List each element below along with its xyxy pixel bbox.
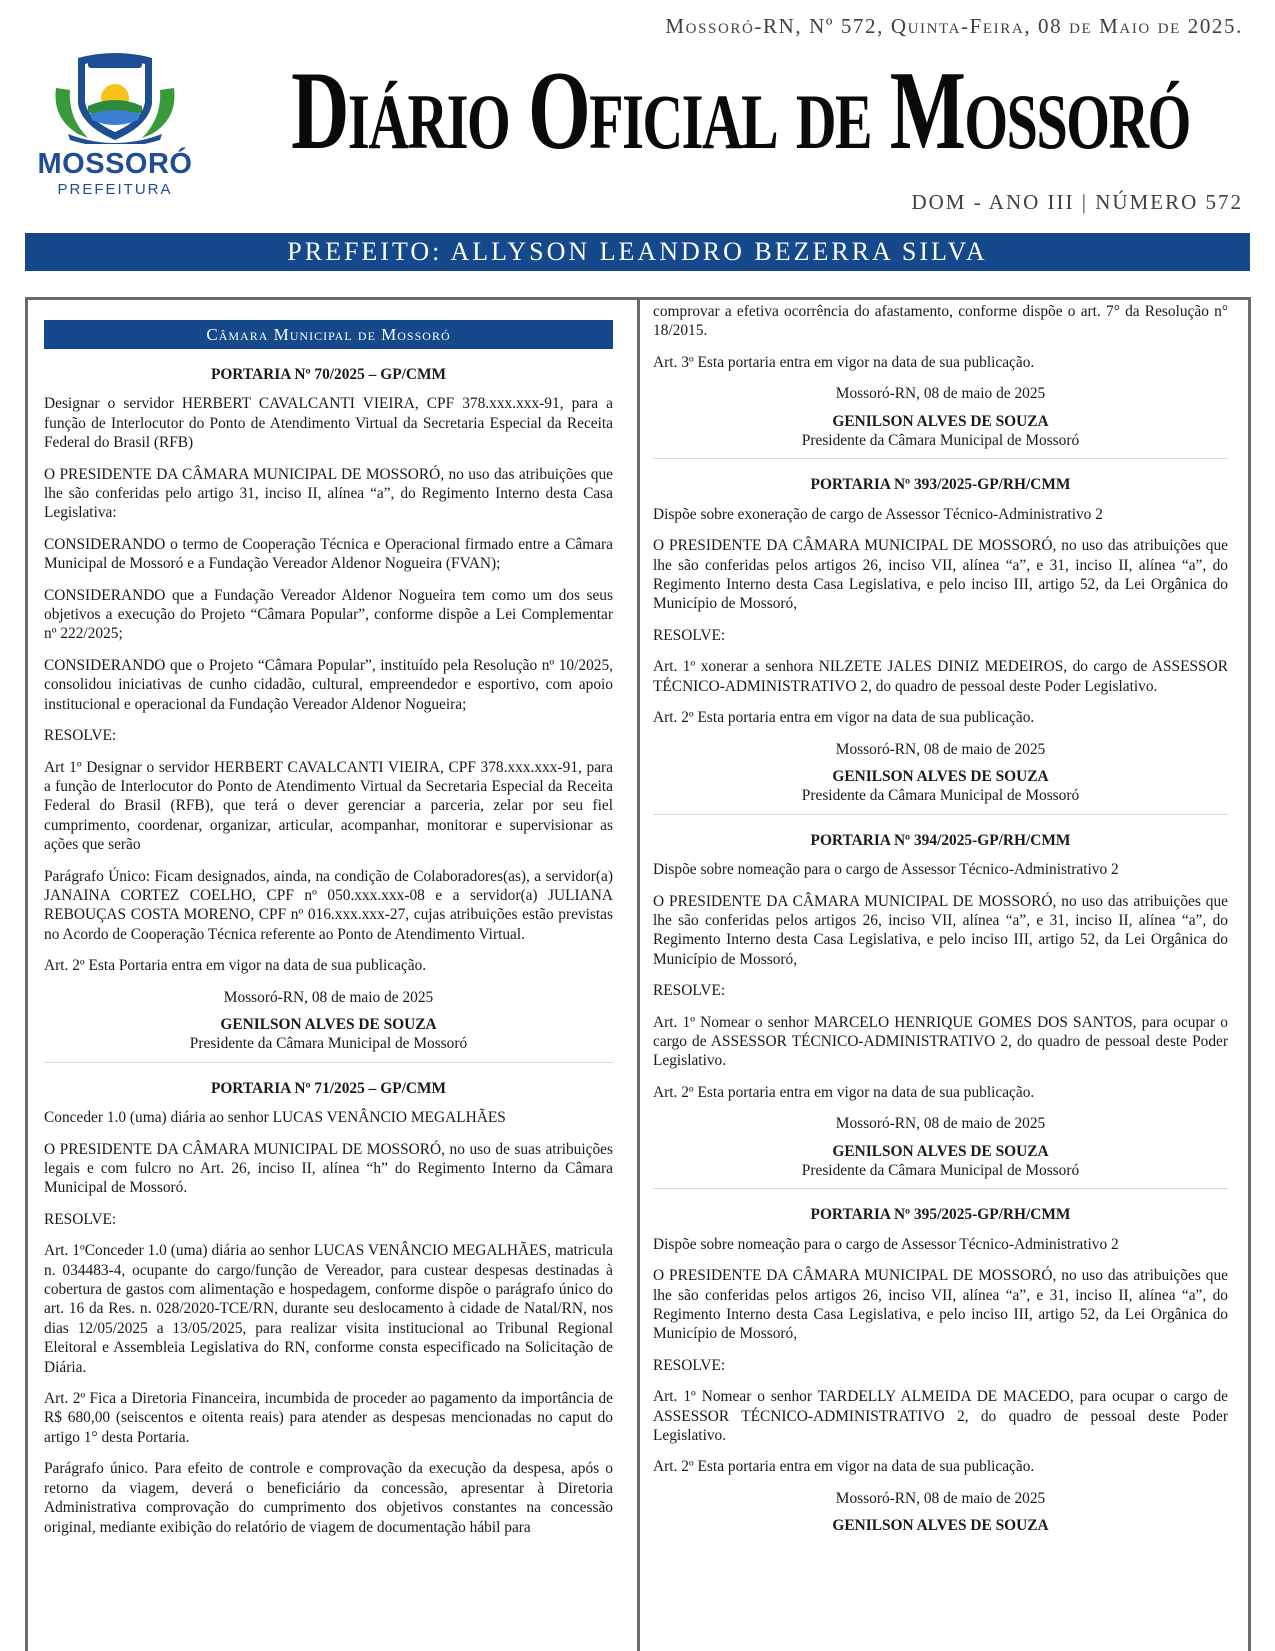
prefeito-banner: PREFEITO: ALLYSON LEANDRO BEZERRA SILVA [25, 233, 1250, 271]
edition-line: Mossoró-RN, Nº 572, Quinta-Feira, 08 de Maio de 2025. [665, 14, 1243, 38]
paragraph: Conceder 1.0 (uma) diária ao senhor LUCAS VENÂNCIO MEGALHÃES [44, 1109, 506, 1127]
divider [653, 1188, 1228, 1189]
paragraph: Art. 2º Esta portaria entra em vigor na data de sua publicação. [653, 1083, 1035, 1101]
logo-subtitle: PREFEITURA [57, 181, 173, 198]
signature-role: Presidente da Câmara Municipal de Mossoró [801, 787, 1080, 805]
paragraph: RESOLVE: [653, 982, 726, 1000]
paragraph: comprovar a efetiva ocorrência do afastamento, conforme dispõe o art. 7° da Resolução n° 18/2015. [653, 303, 1228, 340]
paragraph: O PRESIDENTE DA CÂMARA MUNICIPAL DE MOSSORÓ, no uso de suas atribuições legais e com fulcro no Art. 26, inciso II, alínea “h” do Regimento Interno da Câmara Municipal de Mossoró. [44, 1140, 613, 1197]
paragraph: RESOLVE: [653, 626, 726, 644]
paragraph: O PRESIDENTE DA CÂMARA MUNICIPAL DE MOSSORÓ, no uso das atribuições que lhe são conferidas pelos artigos 26, inciso VII, alínea “a”, e 31, inciso II, alínea “a”, do Regimento Interno desta Casa Legislativa, e pelo inciso III, artigo 52, da Lei Orgânica do Município de Mossoró, [653, 537, 1228, 613]
coat-of-arms-icon [48, 48, 182, 144]
date-line: Mossoró-RN, 08 de maio de 2025 [835, 1489, 1046, 1507]
divider [653, 814, 1228, 815]
section-header: Câmara Municipal de Mossoró [44, 320, 613, 349]
paragraph: Art. 1º Nomear o senhor MARCELO HENRIQUE GOMES DOS SANTOS, para ocupar o cargo de ASSESSOR TÉCNICO-ADMINISTRATIVO 2, do quadro de pessoal deste Poder Legislativo. [653, 1013, 1228, 1070]
signature-name: GENILSON ALVES DE SOUZA [832, 767, 1049, 785]
paragraph: Designar o servidor HERBERT CAVALCANTI VIEIRA, CPF 378.xxx.xxx-91, para a função de Interlocutor do Ponto de Atendimento Virtual da Secretaria Especial da Receita Federal do Brasil (RFB) [44, 395, 613, 452]
date-line: Mossoró-RN, 08 de maio de 2025 [835, 1115, 1046, 1133]
paragraph: Art. 2º Esta Portaria entra em vigor na data de sua publicação. [44, 957, 427, 975]
portaria-395 [653, 1205, 1228, 1535]
portaria-71 [44, 1079, 613, 1537]
signature-role: Presidente da Câmara Municipal de Mossoró [801, 432, 1080, 450]
paragraph: O PRESIDENTE DA CÂMARA MUNICIPAL DE MOSSORÓ, no uso das atribuições que lhe são conferidas pelos artigos 26, inciso VII, alínea “a”, e 31, inciso II, alínea “a”, do Regimento Interno desta Casa Legislativa, e pelo inciso III, artigo 52, da Lei Orgânica do Município de Mossoró, [653, 1267, 1228, 1343]
divider [653, 458, 1228, 459]
left-column [44, 300, 613, 1549]
paragraph: Art. 3º Esta portaria entra em vigor na data de sua publicação. [653, 353, 1035, 371]
logo-name: MOSSORÓ [37, 148, 193, 180]
portaria-title: PORTARIA Nº 395/2025-GP/RH/CMM [810, 1206, 1071, 1224]
column-divider [637, 300, 640, 1651]
paragraph: RESOLVE: [44, 727, 117, 745]
right-column [653, 300, 1228, 1536]
divider [44, 1062, 613, 1063]
paragraph: Dispõe sobre exoneração de cargo de Assessor Técnico-Administrativo 2 [653, 505, 1103, 523]
paragraph: CONSIDERANDO que o Projeto “Câmara Popular”, instituído pela Resolução nº 10/2025, consolidou iniciativas de cunho cidadão, cultural, empreendedor e esportivo, com apoio institucional e operacional da Fundação Vereador Aldenor Nogueira; [44, 656, 613, 713]
masthead-title: Diário Oficial de Mossoró [291, 49, 1190, 173]
paragraph: Parágrafo Único: Ficam designados, ainda, na condição de Colaboradores(as), a servidor(a) JANAINA CORTEZ COELHO, CPF nº 050.xxx.xxx-08 e a servidor(a) JULIANA REBOUÇAS COSTA MORENO, CPF nº 016.xxx.xxx-27, cujas atribuições estão previstas no Acordo de Cooperação Técnica referente ao Ponto de Atendimento Virtual. [44, 867, 613, 943]
portaria-393 [653, 475, 1228, 805]
portaria-title: PORTARIA Nº 71/2025 – GP/CMM [210, 1079, 447, 1097]
paragraph: Parágrafo único. Para efeito de controle e comprovação da execução da despesa, após o retorno da viagem, deverá o beneficiário da concessão, apresentar à Diretoria Administrativa comprovação do cumprimento dos objetivos constantes na concessão original, mediante exibição do relatório de viagem de documentação hábil para [44, 1460, 613, 1536]
paragraph: Dispõe sobre nomeação para o cargo de Assessor Técnico-Administrativo 2 [653, 861, 1119, 879]
dom-number-line: DOM - ANO III | NÚMERO 572 [911, 190, 1243, 214]
paragraph: CONSIDERANDO que a Fundação Vereador Aldenor Nogueira tem como um dos seus objetivos a execução do Projeto “Câmara Popular”, conforme dispõe a Lei Complementar nº 222/2025; [44, 586, 613, 643]
paragraph: CONSIDERANDO o termo de Cooperação Técnica e Operacional firmado entre a Câmara Municipal de Mossoró e a Fundação Vereador Aldenor Nogueira (FVAN); [44, 535, 613, 573]
paragraph: Art. 1ºConceder 1.0 (uma) diária ao senhor LUCAS VENÂNCIO MEGALHÃES, matricula n. 034483-4, ocupante do cargo/função de Vereador, para custear despesas destinadas à cobertura de gastos com alimentação e hospedagem, conforme dispõe o parágrafo único do art. 16 da Res. n. 028/2020-TCE/RN, durante seu deslocamento à cidade de Natal/RN, nos dias 12/05/2025 a 13/05/2025, para realizar visita institucional ao Tribunal Regional Eleitoral e Assembleia Legislativa do RN, conforme consta especificado na Solicitação de Diária. [44, 1242, 613, 1376]
portaria-title: PORTARIA Nº 393/2025-GP/RH/CMM [810, 476, 1071, 494]
paragraph: Art. 2º Fica a Diretoria Financeira, incumbida de proceder ao pagamento da importância de R$ 680,00 (seiscentos e oitenta reais) para atender as despesas mencionadas no caput do artigo 1° desta Portaria. [44, 1390, 613, 1446]
date-line: Mossoró-RN, 08 de maio de 2025 [223, 988, 434, 1006]
content-frame [25, 297, 1251, 1651]
portaria-title: PORTARIA Nº 70/2025 – GP/CMM [210, 366, 447, 383]
paragraph: Dispõe sobre nomeação para o cargo de Assessor Técnico-Administrativo 2 [653, 1235, 1119, 1253]
paragraph: RESOLVE: [653, 1356, 726, 1374]
paragraph: Art. 2º Esta portaria entra em vigor na data de sua publicação. [653, 709, 1035, 727]
portaria-70 [44, 365, 613, 1054]
portaria-title: PORTARIA Nº 394/2025-GP/RH/CMM [810, 831, 1071, 849]
paragraph: Art 1º Designar o servidor HERBERT CAVALCANTI VIEIRA, CPF 378.xxx.xxx-91, para a função de Interlocutor do Ponto de Atendimento Virtual da Secretaria Especial da Receita Federal do Brasil (RFB), que terá o dever gerenciar a parceria, zelar por seu fiel cumprimento, coordenar, organizar, articular, acompanhar, monitorar e supervisionar as ações que serão [44, 758, 613, 854]
signature-name: GENILSON ALVES DE SOUZA [832, 1517, 1049, 1535]
paragraph: Art. 1º Nomear o senhor TARDELLY ALMEIDA DE MACEDO, para ocupar o cargo de ASSESSOR TÉCNICO-ADMINISTRATIVO 2, do quadro de pessoal deste Poder Legislativo. [653, 1388, 1228, 1445]
portaria-71-continued [653, 302, 1228, 450]
paragraph: RESOLVE: [44, 1210, 117, 1228]
paragraph: O PRESIDENTE DA CÂMARA MUNICIPAL DE MOSSORÓ, no uso das atribuições que lhe são conferidas pelo artigo 31, inciso II, alínea “a”, do Regimento Interno desta Casa Legislativa: [44, 465, 613, 522]
signature-name: GENILSON ALVES DE SOUZA [220, 1015, 437, 1033]
signature-role: Presidente da Câmara Municipal de Mossoró [189, 1035, 468, 1053]
prefeitura-logo [26, 48, 204, 206]
date-line: Mossoró-RN, 08 de maio de 2025 [835, 385, 1046, 403]
paragraph: Art. 2º Esta portaria entra em vigor na data de sua publicação. [653, 1458, 1035, 1476]
paragraph: O PRESIDENTE DA CÂMARA MUNICIPAL DE MOSSORÓ, no uso das atribuições que lhe são conferidas pelos artigos 26, inciso VII, alínea “a”, e 31, inciso II, alínea “a”, do Regimento Interno desta Casa Legislativa, e pelo inciso III, artigo 52, da Lei Orgânica do Município de Mossoró, [653, 892, 1228, 968]
signature-name: GENILSON ALVES DE SOUZA [832, 412, 1049, 430]
date-line: Mossoró-RN, 08 de maio de 2025 [835, 740, 1046, 758]
signature-name: GENILSON ALVES DE SOUZA [832, 1142, 1049, 1160]
portaria-394 [653, 831, 1228, 1181]
signature-role: Presidente da Câmara Municipal de Mossoró [801, 1162, 1080, 1179]
paragraph: Art. 1º xonerar a senhora NILZETE JALES DINIZ MEDEIROS, do cargo de ASSESSOR TÉCNICO-ADMINISTRATIVO 2, do quadro de pessoal deste Poder Legislativo. [653, 658, 1228, 695]
